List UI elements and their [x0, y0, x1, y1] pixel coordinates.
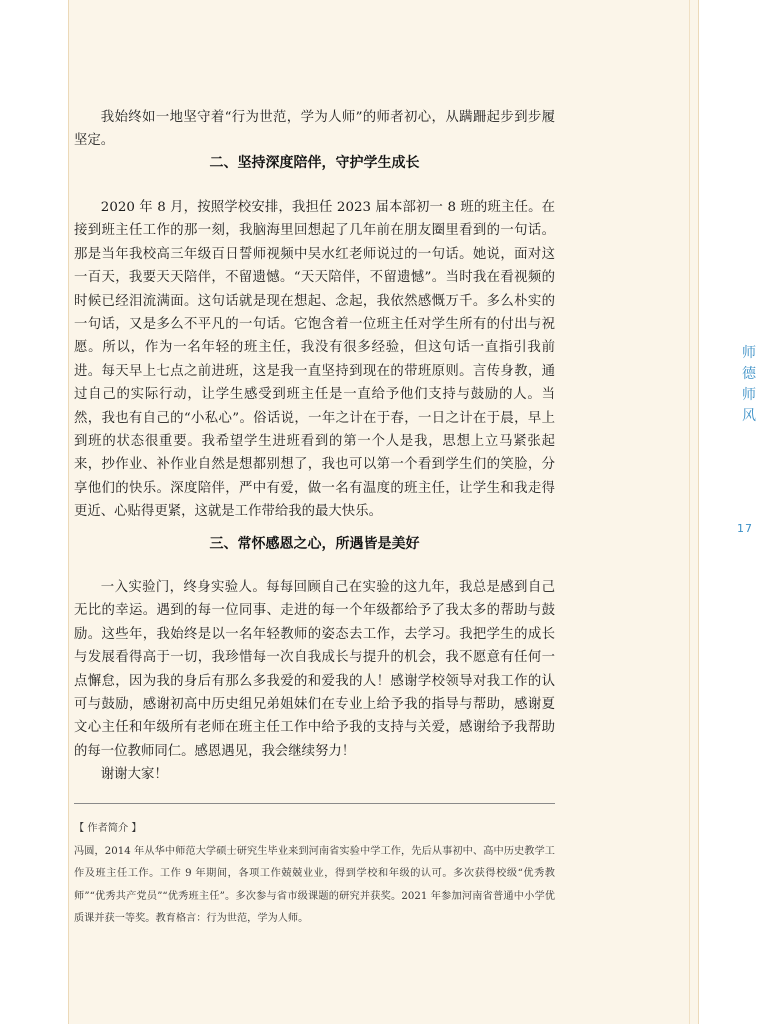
section-heading-2: 二、坚持深度陪伴，守护学生成长: [209, 155, 420, 171]
section-heading-3: 三、常怀感恩之心，所遇皆是美好: [209, 536, 420, 552]
section-3-paragraph: 一入实验门，终身实验人。每每回顾自己在实验的这九年，我总是感到自己无比的幸运。遇到的每一位同事、走进的每一个年级都给予了我太多的帮助与鼓励。这些年，我始终是以一名年轻教师的姿态去工作，去学习。我把学生的成长与发展看得高于一切，我珍惜每一次自我成长与提升的机会，我不愿意有任何一点懈怠，因为我的身后有那么多我爱的和爱我的人！感谢学校领导对我工作的认可与鼓励，感谢初高中历史组兄弟姐妹们在专业上给予我的指导与帮助，感谢夏文心主任和年级所有老师在班主任工作中给予我的支持与关爱，感谢给予我帮助的每一位教师同仁。感恩遇见，我会继续努力！: [74, 580, 555, 759]
intro-line: 我始终如一地坚守着“行为世范，学为人师”的师者初心，从蹒跚起步到步履坚定。: [74, 110, 555, 149]
column-side-label: [740, 343, 758, 427]
side-label-char: 师: [742, 387, 756, 403]
side-label-char: 师: [742, 345, 756, 361]
closing-line: 谢谢大家！: [100, 767, 168, 783]
author-bio-title: 【 作者简介 】: [74, 823, 142, 834]
page-number: 17: [737, 522, 753, 535]
section-2-body: [74, 196, 555, 524]
side-label-char: 风: [742, 408, 756, 424]
section-3-body: [74, 576, 555, 787]
author-bio-box: [74, 818, 555, 931]
author-divider: [74, 803, 555, 804]
section-2-paragraph: 2020 年 8 月，按照学校安排，我担任 2023 届本部初一 8 班的班主任。在接到班主任工作的那一刻，我脑海里回想起了几年前在朋友圈里看到的一句话。那是当年我校高三年级百日誓师视频中吴水红老师说过的一句话。她说，面对这一百天，我要天天陪伴，不留遗憾。“天天陪伴，不留遗憾”。当时我在看视频的时候已经泪流满面。这句话就是现在想起、念起，我依然感慨万千。多么朴实的一句话，又是多么不平凡的一句话。它饱含着一位班主任对学生所有的付出与祝愿。所以，作为一名年轻的班主任，我没有很多经验，但这句话一直指引我前进。每天早上七点之前进班，这是我一直坚持到现在的带班原则。言传身教，通过自己的实际行动，让学生感受到班主任是一直给予他们支持与鼓励的人。当然，我也有自己的“小私心”。俗话说，一年之计在于春，一日之计在于晨，早上到班的状态很重要。我希望学生进班看到的第一个人是我，思想上立马紧张起来，抄作业、补作业自然是想都别想了，我也可以第一个看到学生们的笑脸，分享他们的快乐。深度陪伴，严中有爱，做一名有温度的班主任，让学生和我走得更近、心贴得更紧，这就是工作带给我的最大快乐。: [74, 200, 555, 520]
intro-paragraph: [74, 106, 555, 153]
author-bio-text: 冯圆，2014 年从华中师范大学硕士研究生毕业来到河南省实验中学工作，先后从事初中、高中历史教学工作及班主任工作。工作 9 年期间，各项工作兢兢业业，得到学校和年级的认可。多次获得校级“优秀教师”“优秀共产党员”“优秀班主任”。多次参与省市级课题的研究并获奖。2021 年参加河南省普通中小学优质课并获一等奖。教育格言：行为世范，学为人师。: [74, 845, 555, 924]
side-label-char: 德: [742, 366, 756, 382]
